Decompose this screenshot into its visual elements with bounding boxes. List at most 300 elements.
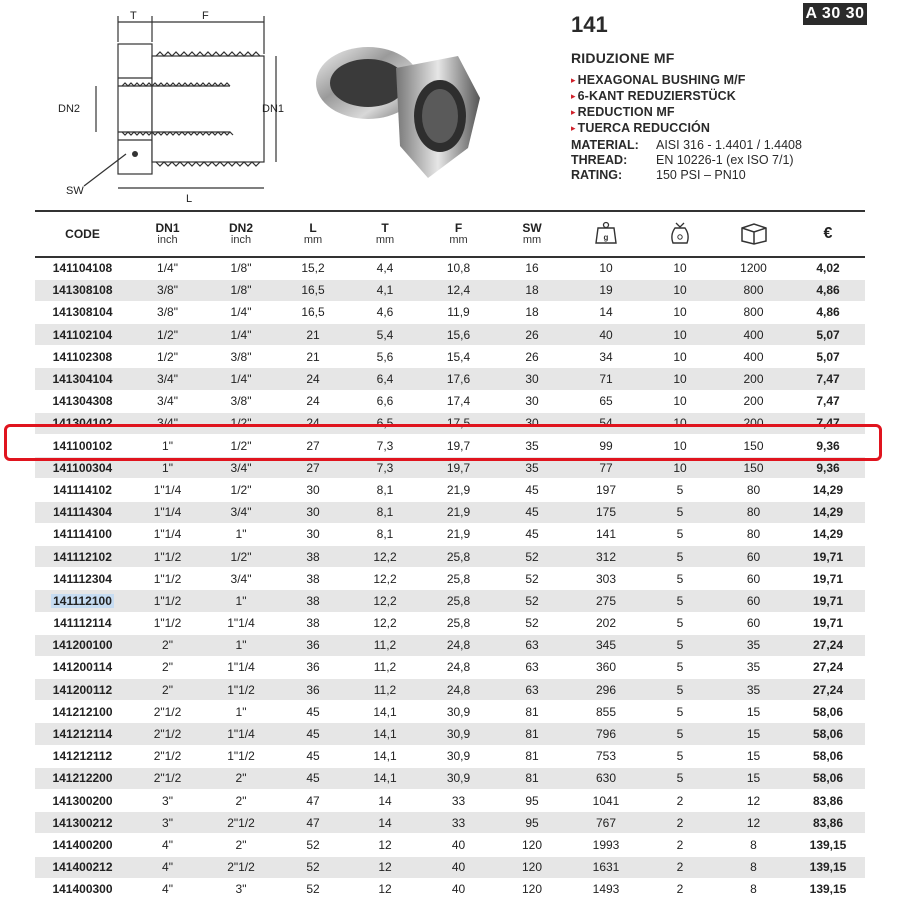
cell-t: 5,6 xyxy=(349,346,421,368)
cell-l: 24 xyxy=(277,368,349,390)
cell-code: 141114100 xyxy=(35,523,130,545)
cell-dn1: 1" xyxy=(130,435,205,457)
cell-f: 30,9 xyxy=(421,745,496,767)
cell-box: 12 xyxy=(716,790,791,812)
cell-bag: 10 xyxy=(644,301,716,323)
cell-code: 141212114 xyxy=(35,723,130,745)
table-row xyxy=(35,279,865,301)
cell-sw: 120 xyxy=(496,856,568,878)
cell-bag: 5 xyxy=(644,767,716,789)
column-label: DN2 xyxy=(228,221,253,235)
cell-dn2: 1"1/2 xyxy=(205,679,277,701)
cell-price: 58,06 xyxy=(791,745,865,767)
cell-f: 30,9 xyxy=(421,701,496,723)
cell-bag: 10 xyxy=(644,279,716,301)
cell-weight: 303 xyxy=(568,568,644,590)
cell-t: 14,1 xyxy=(349,723,421,745)
cell-dn2: 1" xyxy=(205,523,277,545)
table-row xyxy=(35,767,865,789)
drawing-label-dn1: DN1 xyxy=(262,103,285,115)
cell-f: 25,8 xyxy=(421,590,496,612)
table-row xyxy=(35,878,865,900)
cell-dn2: 1"1/4 xyxy=(205,723,277,745)
cell-box: 35 xyxy=(716,656,791,678)
cell-bag: 10 xyxy=(644,435,716,457)
table-row xyxy=(35,701,865,723)
cell-f: 17,6 xyxy=(421,368,496,390)
cell-sw: 16 xyxy=(496,257,568,279)
cell-weight: 197 xyxy=(568,479,644,501)
cell-box: 12 xyxy=(716,812,791,834)
cell-dn1: 1"1/4 xyxy=(130,479,205,501)
column-header-sw xyxy=(496,211,568,257)
cell-l: 45 xyxy=(277,701,349,723)
spec-key: MATERIAL: xyxy=(571,138,639,152)
cell-f: 33 xyxy=(421,812,496,834)
cell-box: 35 xyxy=(716,679,791,701)
cell-sw: 63 xyxy=(496,656,568,678)
cell-price: 7,47 xyxy=(791,412,865,434)
cell-dn1: 2"1/2 xyxy=(130,701,205,723)
cell-bag: 10 xyxy=(644,457,716,479)
drawing-label-t: T xyxy=(130,10,137,22)
cell-t: 11,2 xyxy=(349,634,421,656)
cell-f: 33 xyxy=(421,790,496,812)
table-row xyxy=(35,856,865,878)
cell-dn2: 3/4" xyxy=(205,457,277,479)
cell-dn1: 1" xyxy=(130,457,205,479)
cell-weight: 1993 xyxy=(568,834,644,856)
cell-code: 141200114 xyxy=(35,656,130,678)
cell-code: 141100102 xyxy=(35,435,130,457)
column-header-dn2 xyxy=(205,211,277,257)
cell-f: 21,9 xyxy=(421,501,496,523)
cell-box: 200 xyxy=(716,412,791,434)
product-table-wrapper xyxy=(35,210,865,900)
cell-dn1: 1"1/4 xyxy=(130,501,205,523)
cell-dn2: 1/2" xyxy=(205,479,277,501)
cell-weight: 767 xyxy=(568,812,644,834)
cell-dn1: 2"1/2 xyxy=(130,745,205,767)
cell-l: 30 xyxy=(277,479,349,501)
cell-t: 14 xyxy=(349,790,421,812)
cell-code: 141102104 xyxy=(35,324,130,346)
product-specs xyxy=(571,138,802,183)
cell-code: 141112114 xyxy=(35,612,130,634)
cell-price: 58,06 xyxy=(791,767,865,789)
cell-f: 17,4 xyxy=(421,390,496,412)
cell-f: 24,8 xyxy=(421,656,496,678)
cell-dn2: 2"1/2 xyxy=(205,812,277,834)
table-row xyxy=(35,346,865,368)
column-header-code xyxy=(35,211,130,257)
product-name-en: ▸ HEXAGONAL BUSHING M/F xyxy=(571,73,745,89)
drawing-label-l: L xyxy=(186,193,193,205)
cell-weight: 855 xyxy=(568,701,644,723)
cell-bag: 5 xyxy=(644,501,716,523)
cell-bag: 5 xyxy=(644,523,716,545)
cell-weight: 14 xyxy=(568,301,644,323)
cell-t: 12 xyxy=(349,856,421,878)
cell-f: 11,9 xyxy=(421,301,496,323)
cell-code: 141400300 xyxy=(35,878,130,900)
cell-dn1: 3/4" xyxy=(130,412,205,434)
cell-weight: 71 xyxy=(568,368,644,390)
cell-box: 15 xyxy=(716,767,791,789)
cell-t: 14,1 xyxy=(349,745,421,767)
cell-code: 141112102 xyxy=(35,545,130,567)
cell-f: 40 xyxy=(421,834,496,856)
cell-sw: 45 xyxy=(496,523,568,545)
table-row xyxy=(35,368,865,390)
cell-dn2: 2" xyxy=(205,790,277,812)
cell-f: 25,8 xyxy=(421,545,496,567)
cell-l: 47 xyxy=(277,790,349,812)
cell-price: 58,06 xyxy=(791,723,865,745)
column-header-l xyxy=(277,211,349,257)
column-header-weight xyxy=(568,211,644,257)
cell-dn1: 2"1/2 xyxy=(130,767,205,789)
cell-dn1: 4" xyxy=(130,856,205,878)
cell-dn2: 1/8" xyxy=(205,257,277,279)
cell-box: 8 xyxy=(716,856,791,878)
cell-dn2: 1"1/2 xyxy=(205,745,277,767)
cell-f: 21,9 xyxy=(421,523,496,545)
cell-code: 141308104 xyxy=(35,301,130,323)
cell-weight: 345 xyxy=(568,634,644,656)
column-unit: inch xyxy=(230,234,252,246)
column-label: SW xyxy=(522,221,542,235)
cell-bag: 10 xyxy=(644,324,716,346)
cell-box: 150 xyxy=(716,457,791,479)
table-row xyxy=(35,523,865,545)
cell-sw: 35 xyxy=(496,457,568,479)
cell-bag: 2 xyxy=(644,878,716,900)
cell-code: 141114102 xyxy=(35,479,130,501)
cell-dn2: 1/4" xyxy=(205,301,277,323)
spec-value: EN 10226-1 (ex ISO 7/1) xyxy=(656,153,794,167)
column-unit: mm xyxy=(303,234,323,246)
cell-code: 141304102 xyxy=(35,412,130,434)
cell-dn1: 1/2" xyxy=(130,324,205,346)
cell-l: 38 xyxy=(277,590,349,612)
cell-l: 30 xyxy=(277,523,349,545)
cell-sw: 18 xyxy=(496,301,568,323)
highlighted-row-frame xyxy=(4,424,882,461)
cell-bag: 2 xyxy=(644,812,716,834)
cell-dn1: 4" xyxy=(130,834,205,856)
cell-code: 141200112 xyxy=(35,679,130,701)
spec-value: AISI 316 - 1.4401 / 1.4408 xyxy=(656,138,802,152)
cell-dn1: 1"1/2 xyxy=(130,612,205,634)
cell-f: 19,7 xyxy=(421,457,496,479)
cell-l: 16,5 xyxy=(277,301,349,323)
cell-sw: 81 xyxy=(496,767,568,789)
cell-box: 8 xyxy=(716,878,791,900)
cell-sw: 30 xyxy=(496,412,568,434)
table-row xyxy=(35,834,865,856)
column-label: T xyxy=(381,221,389,235)
cell-t: 4,6 xyxy=(349,301,421,323)
cell-sw: 120 xyxy=(496,834,568,856)
cell-box: 60 xyxy=(716,545,791,567)
cell-f: 30,9 xyxy=(421,723,496,745)
cell-price: 7,47 xyxy=(791,390,865,412)
cell-price: 139,15 xyxy=(791,834,865,856)
cell-dn2: 1/4" xyxy=(205,324,277,346)
product-number: 141 xyxy=(571,12,608,37)
cell-t: 8,1 xyxy=(349,479,421,501)
cell-code: 141212100 xyxy=(35,701,130,723)
cell-bag: 10 xyxy=(644,346,716,368)
cell-bag: 5 xyxy=(644,679,716,701)
cell-price: 139,15 xyxy=(791,856,865,878)
cell-weight: 1631 xyxy=(568,856,644,878)
cell-l: 21 xyxy=(277,346,349,368)
cell-code: 141308108 xyxy=(35,279,130,301)
cell-price: 5,07 xyxy=(791,324,865,346)
cell-dn2: 3/8" xyxy=(205,346,277,368)
cell-bag: 10 xyxy=(644,368,716,390)
cell-code: 141100304 xyxy=(35,457,130,479)
cell-sw: 26 xyxy=(496,346,568,368)
cell-code: 141304104 xyxy=(35,368,130,390)
cell-dn1: 2" xyxy=(130,656,205,678)
cell-sw: 52 xyxy=(496,568,568,590)
cell-dn2: 3/4" xyxy=(205,501,277,523)
cell-weight: 99 xyxy=(568,435,644,457)
cell-sw: 81 xyxy=(496,723,568,745)
cell-price: 4,86 xyxy=(791,279,865,301)
cell-dn1: 1"1/2 xyxy=(130,568,205,590)
cell-sw: 45 xyxy=(496,501,568,523)
technical-drawing xyxy=(40,8,290,208)
cell-dn2: 1/4" xyxy=(205,368,277,390)
cell-sw: 95 xyxy=(496,812,568,834)
cell-box: 400 xyxy=(716,324,791,346)
cell-t: 12 xyxy=(349,834,421,856)
cell-box: 35 xyxy=(716,634,791,656)
table-row xyxy=(35,679,865,701)
cell-box: 800 xyxy=(716,301,791,323)
cell-price: 27,24 xyxy=(791,679,865,701)
cell-weight: 753 xyxy=(568,745,644,767)
cell-dn1: 1/2" xyxy=(130,346,205,368)
cell-bag: 5 xyxy=(644,634,716,656)
cell-price: 83,86 xyxy=(791,790,865,812)
cell-f: 15,4 xyxy=(421,346,496,368)
svg-text:g: g xyxy=(603,233,609,242)
product-title: RIDUZIONE MF xyxy=(571,50,675,66)
cell-dn2: 1" xyxy=(205,701,277,723)
cell-bag: 10 xyxy=(644,412,716,434)
table-row xyxy=(35,656,865,678)
cell-code: 141212200 xyxy=(35,767,130,789)
cell-bag: 5 xyxy=(644,612,716,634)
drawing-label-sw: SW xyxy=(66,185,84,197)
column-unit: mm xyxy=(522,234,542,246)
cell-weight: 175 xyxy=(568,501,644,523)
cell-box: 8 xyxy=(716,834,791,856)
cell-sw: 81 xyxy=(496,701,568,723)
spec-rating xyxy=(571,168,802,183)
cell-weight: 77 xyxy=(568,457,644,479)
cell-price: 19,71 xyxy=(791,612,865,634)
cell-l: 52 xyxy=(277,856,349,878)
cell-dn2: 1/2" xyxy=(205,412,277,434)
cell-dn1: 4" xyxy=(130,878,205,900)
cell-box: 15 xyxy=(716,745,791,767)
cell-l: 30 xyxy=(277,501,349,523)
cell-box: 15 xyxy=(716,701,791,723)
column-header-price xyxy=(791,211,865,257)
cell-dn1: 2" xyxy=(130,679,205,701)
cell-dn2: 1" xyxy=(205,634,277,656)
cell-price: 83,86 xyxy=(791,812,865,834)
cell-code: 141400212 xyxy=(35,856,130,878)
column-unit: inch xyxy=(157,234,178,246)
column-unit: mm xyxy=(449,234,468,246)
cell-l: 47 xyxy=(277,812,349,834)
cell-price: 4,86 xyxy=(791,301,865,323)
cell-l: 38 xyxy=(277,568,349,590)
cell-weight: 40 xyxy=(568,324,644,346)
cell-code: 141212112 xyxy=(35,745,130,767)
product-photo xyxy=(308,28,483,188)
cell-price: 9,36 xyxy=(791,457,865,479)
cell-bag: 5 xyxy=(644,479,716,501)
cell-weight: 141 xyxy=(568,523,644,545)
cell-dn2: 1"1/4 xyxy=(205,656,277,678)
cell-box: 80 xyxy=(716,523,791,545)
cell-t: 14,1 xyxy=(349,701,421,723)
cell-box: 200 xyxy=(716,368,791,390)
cell-l: 45 xyxy=(277,745,349,767)
cell-box: 150 xyxy=(716,435,791,457)
column-unit: mm xyxy=(375,234,395,246)
cell-box: 200 xyxy=(716,390,791,412)
catalog-code-badge: A 30 30 xyxy=(803,3,867,25)
cell-l: 52 xyxy=(277,878,349,900)
cell-sw: 45 xyxy=(496,479,568,501)
cell-dn1: 2"1/2 xyxy=(130,723,205,745)
cell-l: 36 xyxy=(277,679,349,701)
cell-f: 30,9 xyxy=(421,767,496,789)
cell-sw: 52 xyxy=(496,545,568,567)
cell-dn1: 3/8" xyxy=(130,301,205,323)
weight-icon xyxy=(595,221,617,247)
cell-weight: 1493 xyxy=(568,878,644,900)
cell-t: 12 xyxy=(349,878,421,900)
cell-price: 7,47 xyxy=(791,368,865,390)
table-row xyxy=(35,479,865,501)
cell-sw: 30 xyxy=(496,368,568,390)
product-name-de: ▸ 6-KANT REDUZIERSTÜCK xyxy=(571,89,745,105)
column-header-box xyxy=(716,211,791,257)
cell-t: 11,2 xyxy=(349,679,421,701)
cell-sw: 63 xyxy=(496,634,568,656)
cell-l: 52 xyxy=(277,834,349,856)
cell-dn2: 3/8" xyxy=(205,390,277,412)
cell-sw: 35 xyxy=(496,435,568,457)
table-row xyxy=(35,545,865,567)
cell-f: 15,6 xyxy=(421,324,496,346)
table-row xyxy=(35,324,865,346)
cell-dn2: 2" xyxy=(205,834,277,856)
cell-dn2: 2"1/2 xyxy=(205,856,277,878)
cell-f: 17,5 xyxy=(421,412,496,434)
cell-dn2: 1/8" xyxy=(205,279,277,301)
cell-t: 12,2 xyxy=(349,568,421,590)
selected-code-text[interactable]: 141112100 xyxy=(53,593,112,608)
cell-price: 9,36 xyxy=(791,435,865,457)
cell-f: 25,8 xyxy=(421,612,496,634)
table-row xyxy=(35,745,865,767)
cell-bag: 5 xyxy=(644,723,716,745)
cell-dn1: 3/4" xyxy=(130,368,205,390)
cell-bag: 2 xyxy=(644,856,716,878)
box-icon xyxy=(739,221,769,247)
cell-price: 139,15 xyxy=(791,878,865,900)
cell-l: 21 xyxy=(277,324,349,346)
table-row xyxy=(35,723,865,745)
table-row xyxy=(35,612,865,634)
cell-dn1: 1"1/2 xyxy=(130,545,205,567)
cell-box: 1200 xyxy=(716,257,791,279)
cell-l: 38 xyxy=(277,545,349,567)
cell-dn2: 3" xyxy=(205,878,277,900)
cell-weight: 296 xyxy=(568,679,644,701)
cell-price: 14,29 xyxy=(791,501,865,523)
column-label: CODE xyxy=(65,227,100,241)
cell-bag: 5 xyxy=(644,568,716,590)
table-row xyxy=(35,590,865,612)
product-name-fr: ▸ REDUCTION MF xyxy=(571,105,745,121)
spec-material xyxy=(571,138,802,153)
cell-bag: 10 xyxy=(644,390,716,412)
cell-bag: 5 xyxy=(644,656,716,678)
cell-t: 7,3 xyxy=(349,457,421,479)
cell-l: 36 xyxy=(277,634,349,656)
cell-box: 60 xyxy=(716,590,791,612)
table-row xyxy=(35,390,865,412)
cell-t: 8,1 xyxy=(349,523,421,545)
cell-t: 5,4 xyxy=(349,324,421,346)
cell-t: 8,1 xyxy=(349,501,421,523)
product-table xyxy=(35,210,865,900)
cell-price: 27,24 xyxy=(791,656,865,678)
cell-price: 19,71 xyxy=(791,568,865,590)
cell-code: 141102308 xyxy=(35,346,130,368)
cell-box: 80 xyxy=(716,501,791,523)
cell-price: 19,71 xyxy=(791,590,865,612)
cell-l: 16,5 xyxy=(277,279,349,301)
cell-sw: 18 xyxy=(496,279,568,301)
cell-f: 21,9 xyxy=(421,479,496,501)
cell-box: 60 xyxy=(716,568,791,590)
drawing-label-f: F xyxy=(202,10,209,22)
product-names-list xyxy=(571,73,745,137)
cell-l: 27 xyxy=(277,457,349,479)
cell-price: 4,02 xyxy=(791,257,865,279)
cell-dn2: 1/2" xyxy=(205,545,277,567)
cell-t: 14,1 xyxy=(349,767,421,789)
cell-dn2: 1" xyxy=(205,590,277,612)
cell-dn1: 1"1/2 xyxy=(130,590,205,612)
table-row xyxy=(35,568,865,590)
cell-t: 12,2 xyxy=(349,590,421,612)
cell-weight: 312 xyxy=(568,545,644,567)
